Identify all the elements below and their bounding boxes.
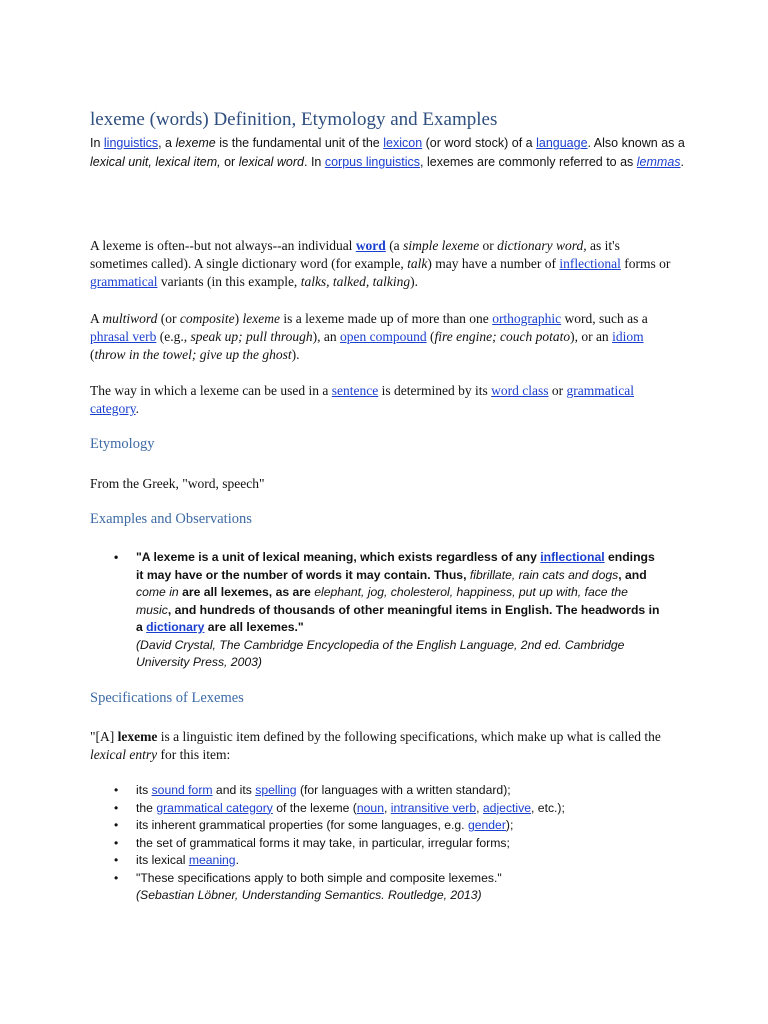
link-spelling[interactable]: spelling (255, 783, 297, 797)
text-italic: dictionary word, (497, 238, 587, 253)
text-italic: lexical unit, (90, 155, 152, 169)
text: or (548, 383, 567, 398)
text: is a linguistic item defined by the following specifications, which make up what is called the (157, 729, 661, 744)
text-italic: lexical entry (90, 747, 158, 762)
link-corpus-linguistics[interactable]: corpus linguistics (324, 155, 421, 169)
text: as it's sometimes called). A single dictionary word (for example, (90, 238, 620, 271)
text: , (383, 800, 391, 815)
examples-list (90, 549, 660, 672)
list-item (90, 782, 650, 800)
text: , (476, 800, 483, 815)
text: "A lexeme is a unit of lexical meaning, which exists regardless of any (136, 550, 541, 564)
link-sound-form[interactable]: sound form (151, 783, 213, 797)
link-word[interactable]: word (355, 238, 386, 253)
heading-examples: Examples and Observations (90, 511, 252, 527)
text: "[A] (90, 729, 118, 744)
text: the (136, 800, 157, 815)
text-italic: talks, talked, talking (300, 274, 411, 289)
text-italic: fibrillate, rain cats and dogs (469, 567, 619, 582)
text: , etc.); (531, 800, 565, 815)
text: , a (158, 136, 176, 150)
specs-intro (90, 728, 690, 764)
link-meaning[interactable]: meaning (188, 853, 236, 867)
list-item (90, 800, 650, 818)
text: . Also known as a (587, 136, 685, 150)
link-noun[interactable]: noun (356, 800, 384, 815)
text-italic: multiword (102, 311, 158, 326)
link-gender[interactable]: gender (467, 818, 506, 832)
text: ). (291, 347, 300, 362)
link-language[interactable]: language (536, 136, 588, 150)
text: ( (90, 347, 95, 362)
text: the set of grammatical forms it may take, in particular, irregular forms; (136, 835, 510, 850)
text-italic: come in (136, 585, 179, 599)
paragraph-multiword (90, 310, 680, 364)
link-dictionary[interactable]: dictionary (146, 620, 205, 634)
text: A (90, 311, 103, 326)
text: , and (618, 567, 647, 582)
text-italic: talk (407, 256, 428, 271)
list-item (90, 817, 650, 835)
text: ) (234, 311, 243, 326)
link-word-class[interactable]: word class (491, 383, 549, 398)
link-adjective[interactable]: adjective (482, 800, 532, 815)
text: for this item: (157, 747, 231, 762)
page-title: lexeme (words) Definition, Etymology and Examples (90, 109, 498, 130)
text: ( (426, 329, 435, 344)
text-italic: fire engine; couch potato (434, 329, 571, 344)
list-item (90, 835, 650, 853)
text: , lexemes are commonly referred to as (420, 155, 637, 169)
text: its (136, 783, 152, 797)
link-intransitive-verb[interactable]: intransitive verb (390, 800, 477, 815)
text-italic: lexical item, (155, 155, 221, 169)
specifications-list (90, 782, 650, 905)
link-orthographic[interactable]: orthographic (492, 311, 562, 326)
citation: (David Crystal, The Cambridge Encyclopedia of the English Language, 2nd ed. Cambridge University Press, 2003) (136, 637, 625, 669)
link-grammatical-category[interactable]: grammatical category (156, 800, 273, 815)
heading-specifications: Specifications of Lexemes (90, 690, 244, 706)
text: ), or an (570, 329, 613, 344)
link-linguistics[interactable]: linguistics (103, 136, 159, 150)
text: The way in which a lexeme can be used in a (90, 383, 332, 398)
list-item (90, 549, 660, 672)
text: forms or (620, 256, 671, 271)
text: (or word stock) of a (422, 136, 537, 150)
link-phrasal-verb[interactable]: phrasal verb (90, 329, 157, 344)
intro-paragraph (90, 134, 690, 172)
text-bold: lexeme (117, 729, 158, 744)
text: ) may have a number of (427, 256, 560, 271)
link-inflectional[interactable]: inflectional (540, 550, 605, 564)
text-italic: speak up; pull through (190, 329, 313, 344)
text: . (135, 401, 139, 416)
link-open-compound[interactable]: open compound (339, 329, 427, 344)
citation: (Sebastian Löbner, Understanding Semantics. Routledge, 2013) (136, 888, 482, 902)
text-italic: throw in the towel; give up the ghost (94, 347, 292, 362)
text: ). (410, 274, 419, 289)
text: "These specifications apply to both simple and composite lexemes." (136, 870, 502, 885)
text: A lexeme is often--but not always--an individual (90, 238, 356, 253)
text: are all lexemes, as are (178, 585, 315, 599)
text: is a lexeme made up of more than one (280, 311, 493, 326)
text: (for languages with a written standard); (296, 783, 511, 797)
text: . In (304, 155, 325, 169)
paragraph-definition (90, 237, 680, 291)
text: (a (385, 238, 404, 253)
link-grammatical-category[interactable]: grammatical category (90, 383, 634, 416)
text: its lexical (136, 853, 189, 867)
text: (or (157, 311, 180, 326)
text: ), an (312, 329, 340, 344)
text: is the fundamental unit of the (215, 136, 384, 150)
link-lemmas[interactable]: lemmas (636, 155, 681, 169)
text: endings it may have or the number of words it may contain. Thus, (136, 550, 655, 582)
list-item (90, 852, 650, 870)
text-italic: lexeme (242, 311, 280, 326)
text: (e.g., (156, 329, 191, 344)
text: its inherent grammatical properties (for some languages, e.g. (136, 818, 468, 832)
etymology-text: From the Greek, "word, speech" (90, 476, 265, 491)
text: or (479, 238, 498, 253)
link-inflectional[interactable]: inflectional (559, 256, 621, 271)
text: variants (in this example, (157, 274, 301, 289)
link-lexicon[interactable]: lexicon (383, 136, 423, 150)
link-grammatical[interactable]: grammatical (90, 274, 158, 289)
text: or (220, 155, 239, 169)
heading-etymology: Etymology (90, 436, 155, 452)
text: is determined by its (378, 383, 492, 398)
text: of the lexeme ( (272, 800, 357, 815)
text: In (90, 136, 104, 150)
text-italic: simple lexeme (403, 238, 480, 253)
text-italic: composite (179, 311, 235, 326)
text-italic: lexical word (238, 155, 304, 169)
text: word, such as a (561, 311, 648, 326)
text: ); (505, 818, 514, 832)
text-italic: elephant, jog, cholesterol, happiness, put up with, face the music (136, 585, 628, 617)
link-idiom[interactable]: idiom (612, 329, 644, 344)
link-sentence[interactable]: sentence (331, 383, 379, 398)
text: are all lexemes." (204, 620, 304, 634)
text: and its (212, 783, 256, 797)
text: , and hundreds of thousands of other meaningful items in English. The headwords in a (136, 602, 660, 634)
text-italic: lexeme (175, 136, 216, 150)
list-item (90, 870, 650, 905)
paragraph-usage (90, 382, 680, 418)
text: . (235, 853, 239, 867)
text: . (680, 155, 685, 169)
